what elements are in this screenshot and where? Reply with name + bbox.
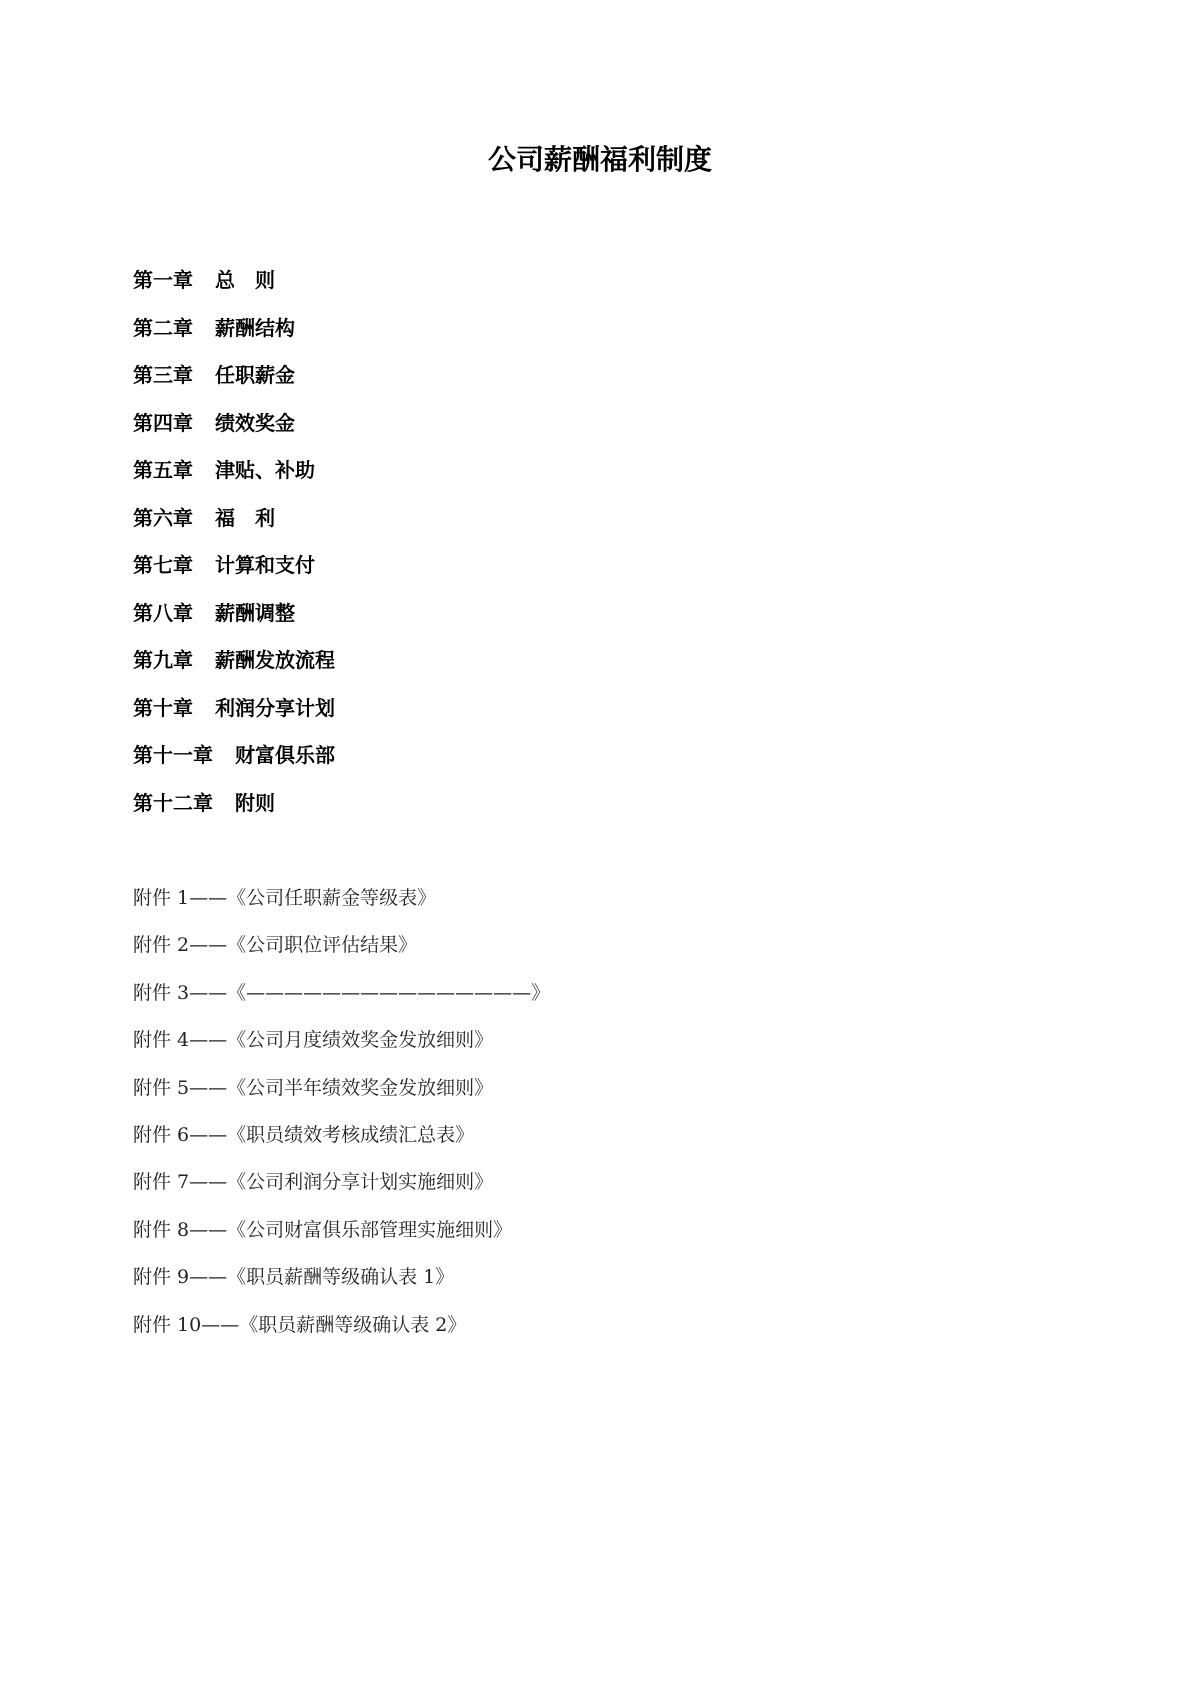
appendix-item: 附件 6——《职员绩效考核成绩汇总表》 [133,1123,475,1146]
chapter-title: 绩效奖金 [215,410,295,435]
appendix-item: 附件 1——《公司任职薪金等级表》 [133,887,437,909]
chapter-number: 第六章 [133,505,193,530]
chapter-item [133,409,335,457]
chapter-item [133,266,335,314]
chapter-title: 薪酬发放流程 [215,648,335,672]
chapter-title: 附则 [235,790,275,815]
chapter-title: 计算和支付 [215,553,315,577]
chapter-number: 第五章 [133,458,193,482]
chapter-item [133,551,335,599]
chapter-item [133,694,335,742]
appendix-item: 附件 9——《职员薪酬等级确认表 1》 [133,1266,455,1289]
chapter-number: 第九章 [133,648,193,672]
chapter-number: 第二章 [133,315,193,340]
chapter-title: 总 则 [215,268,275,292]
chapter-title: 任职薪金 [215,363,295,387]
chapter-number: 第三章 [133,363,193,387]
chapter-title: 福 利 [215,505,275,530]
appendix-item: 附件 2——《公司职位评估结果》 [133,934,418,957]
chapter-item [133,741,335,789]
chapter-number: 第十一章 [133,743,213,767]
appendix-item: 附件 5——《公司半年绩效奖金发放细则》 [133,1076,494,1099]
chapter-item [133,789,335,837]
appendix-item: 附件 10——《职员薪酬等级确认表 2》 [133,1313,467,1336]
appendix-item: 附件 3——《———————————————》 [133,981,551,1004]
chapter-number: 第八章 [133,600,193,625]
chapter-item [133,314,335,362]
chapter-item [133,361,335,409]
appendix-item: 附件 8——《公司财富俱乐部管理实施细则》 [133,1218,513,1241]
chapter-item [133,504,335,552]
chapter-number: 第七章 [133,553,193,577]
chapter-title: 利润分享计划 [215,695,335,720]
appendix-list [133,884,550,1358]
chapter-title: 财富俱乐部 [235,743,335,767]
appendix-item: 附件 7——《公司利润分享计划实施细则》 [133,1171,494,1194]
chapter-number: 第十二章 [133,790,213,815]
chapter-item [133,646,335,694]
chapter-title: 薪酬结构 [215,315,295,340]
chapter-item [133,599,335,647]
chapter-number: 第一章 [133,268,193,292]
document-title: 公司薪酬福利制度 [487,143,712,176]
chapter-title: 薪酬调整 [215,600,295,625]
chapter-number: 第十章 [133,695,193,720]
appendix-item: 附件 4——《公司月度绩效奖金发放细则》 [133,1029,494,1052]
chapter-number: 第四章 [133,410,193,435]
chapter-title: 津贴、补助 [215,458,315,482]
chapter-item [133,456,335,504]
chapter-list [133,266,335,836]
